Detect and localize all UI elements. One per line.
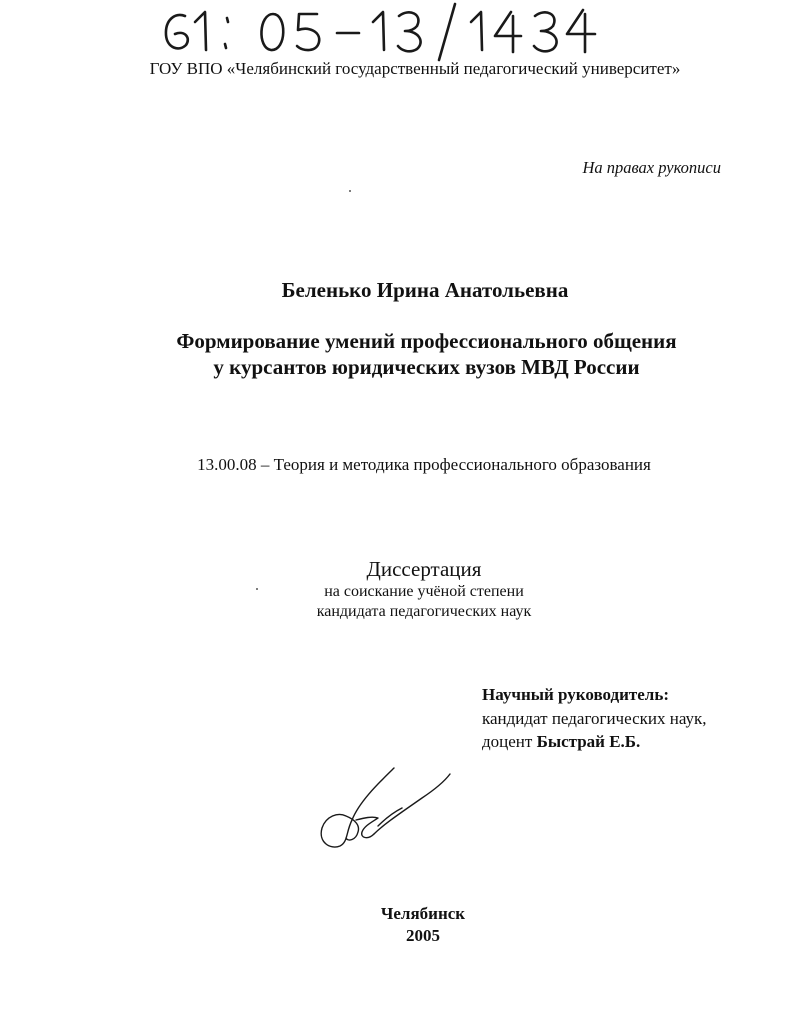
city: Челябинск	[380, 904, 466, 923]
year: 2005	[406, 926, 440, 945]
document-type: Диссертация	[366, 557, 482, 581]
degree-line-2: кандидата педагогических наук	[316, 603, 532, 620]
dissertation-title-line-2: у курсантов юридических вузов МВД России	[213, 355, 640, 379]
university-name: ГОУ ВПО «Челябинский государственный педагогический университет»	[149, 59, 681, 78]
manuscript-rights-note: На правах рукописи	[582, 158, 721, 177]
scan-speck	[256, 588, 258, 590]
handwritten-archive-code	[155, 0, 615, 62]
supervisor-label: Научный руководитель:	[482, 685, 669, 704]
signature-image	[312, 760, 462, 860]
supervisor-title-line	[482, 730, 707, 754]
author-name: Беленько Ирина Анатольевна	[281, 278, 569, 302]
scan-speck	[349, 190, 351, 192]
degree-line-1: на соискание учёной степени	[324, 583, 524, 600]
specialty-code: 13.00.08 – Теория и методика профессионального образования	[197, 455, 651, 474]
supervisor-title: доцент	[482, 732, 533, 751]
supervisor-degree: кандидат педагогических наук,	[482, 708, 707, 728]
supervisor-block	[482, 683, 707, 754]
dissertation-title-line-1: Формирование умений профессионального общения	[176, 329, 677, 353]
supervisor-name: Быстрай Е.Б.	[536, 732, 641, 751]
